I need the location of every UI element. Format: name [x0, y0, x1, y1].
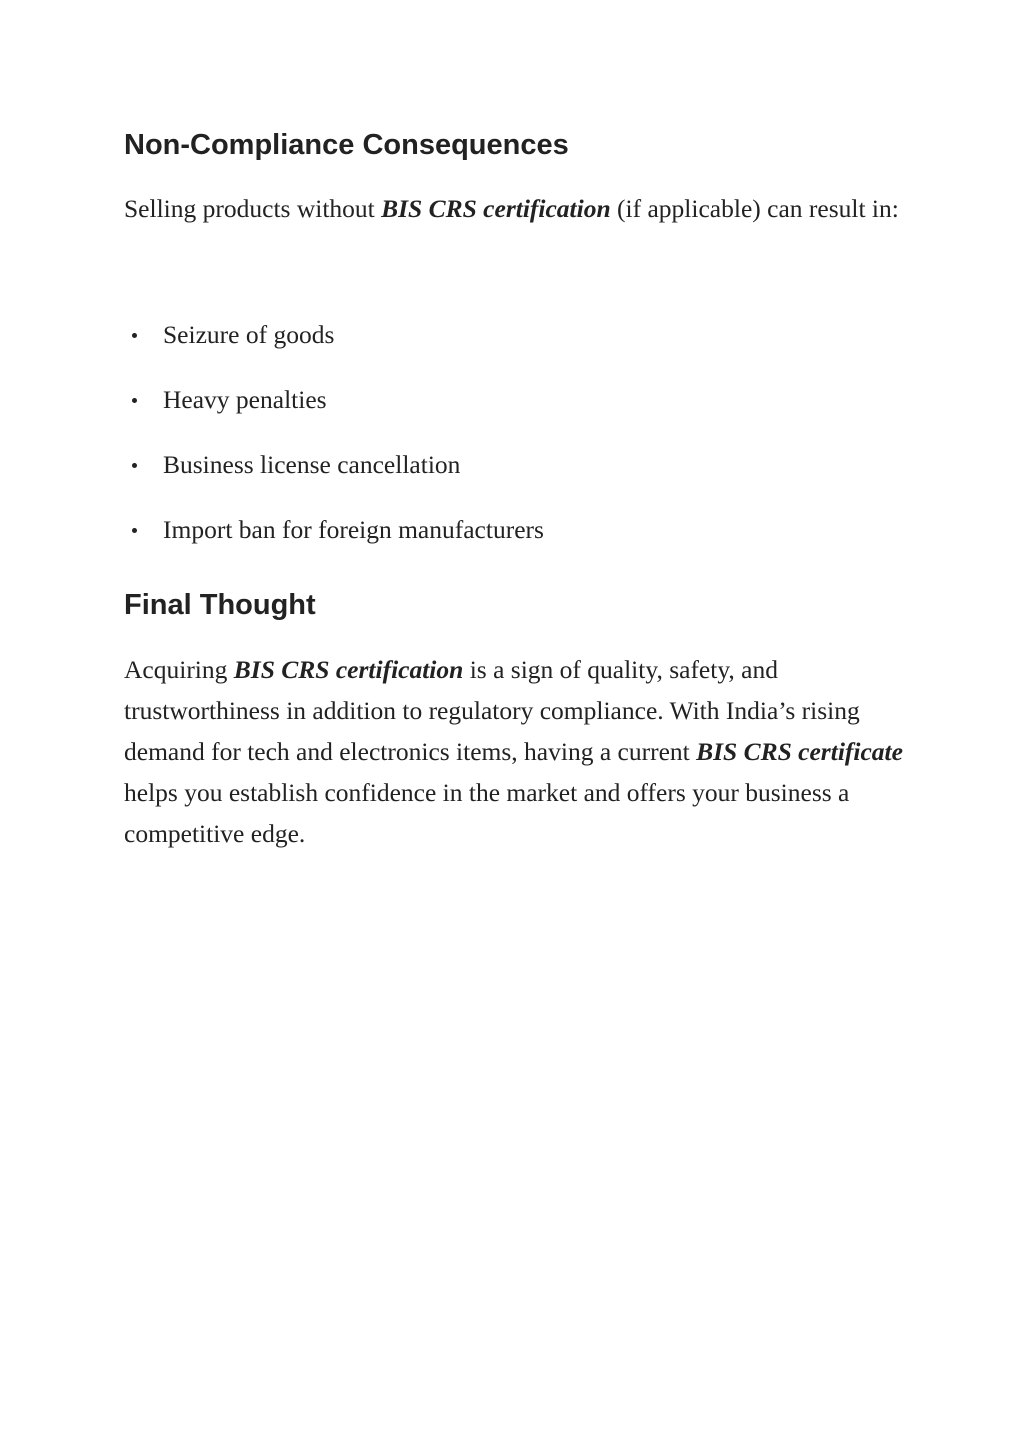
list-item	[124, 508, 544, 573]
bullet-icon	[132, 398, 137, 403]
intro-text-before: Selling products without	[124, 194, 382, 223]
final-emphasis-bis-crs-certificate: BIS CRS certificate	[696, 737, 903, 766]
list-item-text: Heavy penalties	[163, 385, 327, 414]
final-thought-paragraph	[124, 649, 914, 854]
intro-text-after: (if applicable) can result in:	[610, 194, 899, 223]
heading-non-compliance-consequences: Non-Compliance Consequences	[124, 129, 569, 161]
final-text-3: helps you establish confidence in the market and offers your business a competitive edge.	[124, 778, 850, 848]
consequences-intro-paragraph	[124, 188, 914, 229]
final-text-1: Acquiring	[124, 655, 234, 684]
bullet-icon	[132, 463, 137, 468]
final-emphasis-bis-crs-certification: BIS CRS certification	[233, 655, 464, 684]
list-item	[124, 378, 544, 443]
list-item-text: Business license cancellation	[163, 450, 461, 479]
list-item	[124, 443, 544, 508]
intro-emphasis-bis-crs-certification: BIS CRS certification	[381, 194, 611, 223]
list-item	[124, 313, 544, 378]
bullet-icon	[132, 333, 137, 338]
heading-final-thought: Final Thought	[124, 589, 316, 621]
final-text-2: is a sign of quality, safety, and trustworthiness in addition to regulatory compliance. With India’s rising demand for tech and electronics items, having a current	[124, 655, 860, 766]
consequences-list	[124, 313, 544, 573]
list-item-text: Import ban for foreign manufacturers	[163, 515, 544, 544]
bullet-icon	[132, 528, 137, 533]
list-item-text: Seizure of goods	[163, 320, 335, 349]
